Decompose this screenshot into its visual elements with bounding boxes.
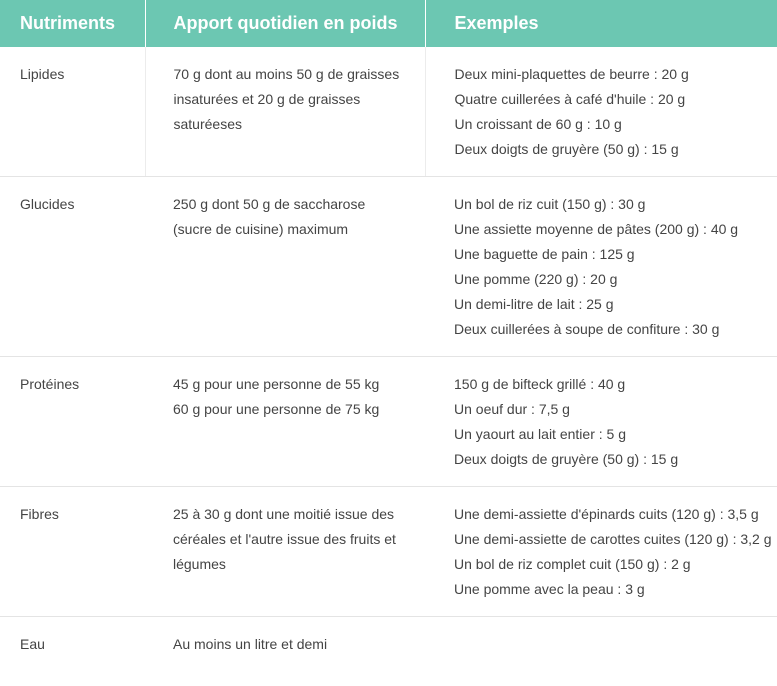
example-item: Une demi-assiette d'épinards cuits (120 g) : 3,5 g	[454, 506, 759, 522]
example-item: Une pomme avec la peau : 3 g	[454, 581, 645, 597]
table-row	[0, 487, 777, 617]
examples-cell	[425, 47, 777, 177]
examples-cell	[425, 617, 777, 672]
nutrient-cell: Fibres	[0, 487, 145, 617]
example-item: Un oeuf dur : 7,5 g	[454, 401, 570, 417]
example-item: Une baguette de pain : 125 g	[454, 246, 635, 262]
header-nutrient: Nutriments	[0, 0, 145, 47]
table-row	[0, 617, 777, 672]
example-item: Deux cuillerées à soupe de confiture : 30 g	[454, 321, 720, 337]
daily-intake-cell: Au moins un litre et demi	[173, 636, 328, 652]
example-item: Un bol de riz cuit (150 g) : 30 g	[454, 196, 646, 212]
example-item: 150 g de bifteck grillé : 40 g	[454, 376, 626, 392]
example-item: Deux doigts de gruyère (50 g) : 15 g	[454, 141, 679, 157]
examples-cell	[425, 487, 777, 617]
example-item: Un croissant de 60 g : 10 g	[454, 116, 622, 132]
example-item: Une demi-assiette de carottes cuites (120 g) : 3,2 g	[454, 531, 772, 547]
examples-cell	[425, 177, 777, 357]
nutrient-cell: Glucides	[0, 177, 145, 357]
daily-intake-line: 60 g pour une personne de 75 kg	[173, 401, 380, 417]
nutrient-cell: Protéines	[0, 357, 145, 487]
example-item: Un bol de riz complet cuit (150 g) : 2 g	[454, 556, 691, 572]
example-item: Un demi-litre de lait : 25 g	[454, 296, 614, 312]
table-row	[0, 357, 777, 487]
daily-intake-cell	[145, 357, 425, 487]
daily-intake-cell: 70 g dont au moins 50 g de graisses insaturées et 20 g de graisses saturéeses	[145, 47, 425, 177]
example-item: Quatre cuillerées à café d'huile : 20 g	[454, 91, 686, 107]
daily-intake-cell: 250 g dont 50 g de saccharose (sucre de cuisine) maximum	[145, 177, 425, 357]
nutrient-cell: Lipides	[0, 47, 145, 177]
example-item: Deux mini-plaquettes de beurre : 20 g	[454, 66, 689, 82]
example-item: Une pomme (220 g) : 20 g	[454, 271, 618, 287]
example-item: Une assiette moyenne de pâtes (200 g) : 40 g	[454, 221, 739, 237]
daily-intake-line: 45 g pour une personne de 55 kg	[173, 376, 380, 392]
header-examples: Exemples	[425, 0, 777, 47]
daily-intake-cell: 25 à 30 g dont une moitié issue des céréales et l'autre issue des fruits et légumes	[145, 487, 425, 617]
nutrient-cell: Eau	[20, 636, 45, 652]
header-row	[0, 0, 777, 47]
header-daily-intake: Apport quotidien en poids	[145, 0, 425, 47]
example-item: Deux doigts de gruyère (50 g) : 15 g	[454, 451, 679, 467]
table-row	[0, 47, 777, 177]
table-row	[0, 177, 777, 357]
example-item: Un yaourt au lait entier : 5 g	[454, 426, 626, 442]
examples-cell	[425, 357, 777, 487]
